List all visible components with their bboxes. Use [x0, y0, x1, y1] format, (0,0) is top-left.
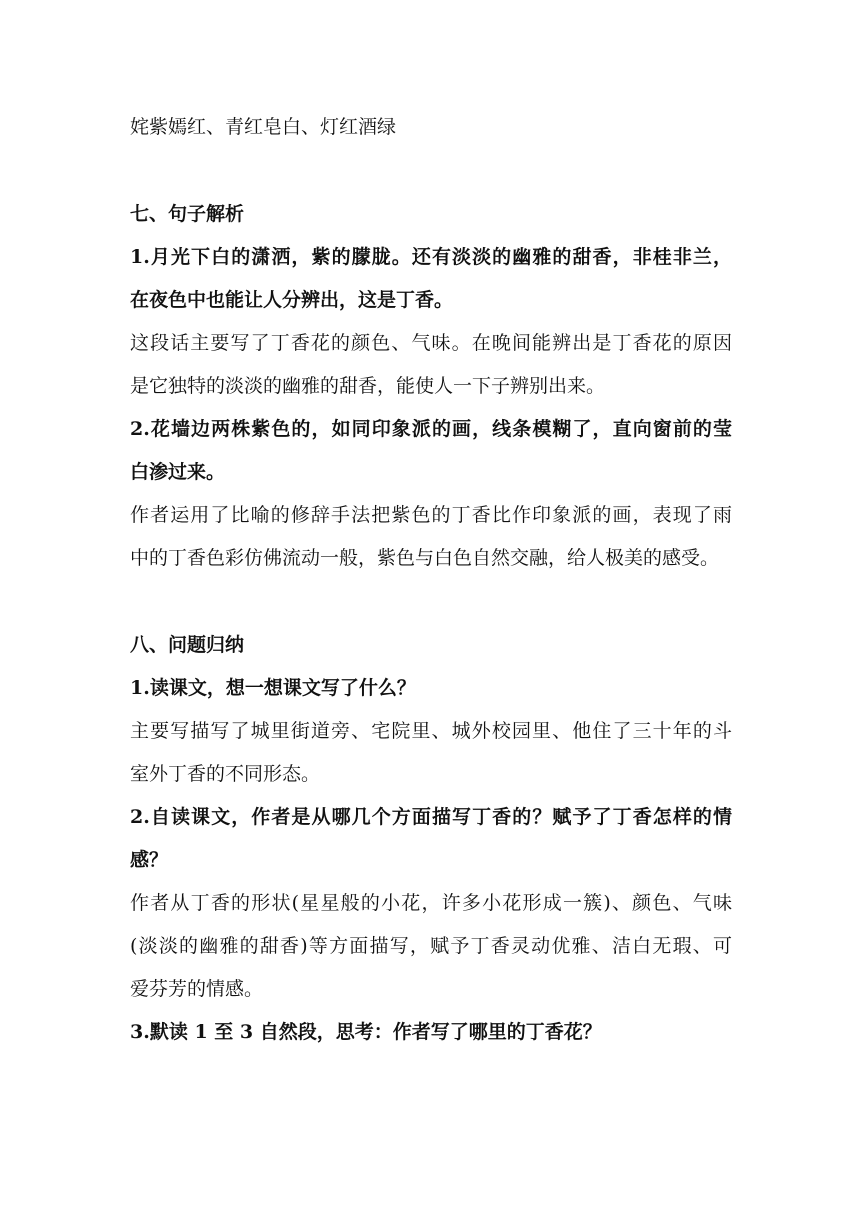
section-7-answer-2-line: 作者运用了比喻的修辞手法把紫色的丁香比作印象派的画，表现了雨: [130, 504, 732, 526]
spacer: [130, 580, 732, 624]
section-7-answer-2-line: 中的丁香色彩仿佛流动一般，紫色与白色自然交融，给人极美的感受。: [130, 547, 720, 569]
section-8-question-2-line: 感？: [130, 849, 169, 871]
section-8-answer-2-line: 作者从丁香的形状(星星般的小花，许多小花形成一簇)、颜色、气味: [130, 892, 732, 914]
section-8-answer-1-line: 室外丁香的不同形态。: [130, 763, 321, 785]
section-8-question-1-line: 1.读课文，想一想课文写了什么？: [130, 677, 416, 699]
section-8-answer-1-line: 主要写描写了城里街道旁、宅院里、城外校园里、他住了三十年的斗: [130, 720, 732, 742]
section-7-answer-1-line: 这段话主要写了丁香花的颜色、气味。在晚间能辨出是丁香花的原因: [130, 332, 732, 354]
document-content: [130, 106, 732, 1054]
section-7-question-2-line: 2.花墙边两株紫色的，如同印象派的画，线条模糊了，直向窗前的莹: [130, 418, 732, 440]
section-8-heading: 八、问题归纳: [130, 634, 245, 656]
idiom-line: 姹紫嫣红、青红皂白、灯红酒绿: [130, 116, 397, 138]
section-8-answer-2-line: (淡淡的幽雅的甜香)等方面描写，赋予丁香灵动优雅、洁白无瑕、可: [130, 935, 732, 957]
section-7-answer-1-line: 是它独特的淡淡的幽雅的甜香，能使人一下子辨别出来。: [130, 375, 606, 397]
section-7-question-2-line: 白渗过来。: [130, 461, 226, 483]
section-8-question-2-line: 2.自读课文，作者是从哪几个方面描写丁香的？赋予了丁香怎样的情: [130, 806, 732, 828]
section-7-question-1-line: 1.月光下白的潇洒，紫的朦胧。还有淡淡的幽雅的甜香，非桂非兰，: [130, 246, 732, 268]
section-7-question-1-line: 在夜色中也能让人分辨出，这是丁香。: [130, 289, 454, 311]
section-7-heading: 七、句子解析: [130, 203, 245, 225]
section-8-question-3-line: 3.默读 1 至 3 自然段，思考：作者写了哪里的丁香花？: [130, 1021, 602, 1043]
section-8-answer-2-line: 爱芬芳的情感。: [130, 978, 264, 1000]
spacer: [130, 149, 732, 193]
